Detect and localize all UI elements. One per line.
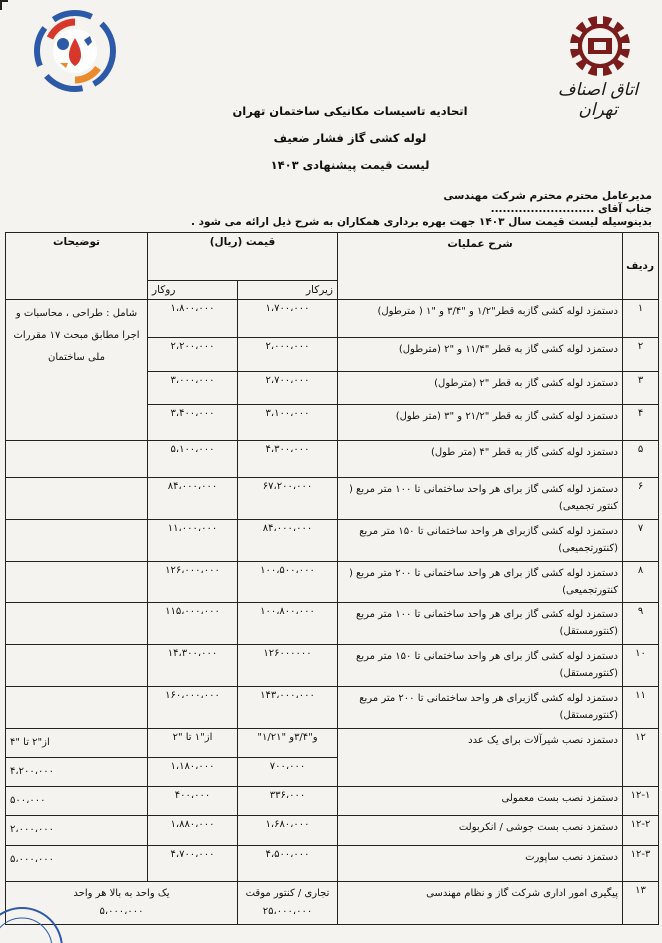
admin-per-unit-label: یک واحد به بالا هر واحد xyxy=(73,888,170,899)
row-index: ۹ xyxy=(623,603,659,645)
row-description: دستمزد لوله کشی گازبرای هر واحد ساختمانی تا ۲۰۰ متر مربع (کنتورمستقل) xyxy=(338,687,623,729)
union-emblem-logo xyxy=(30,8,120,94)
notes-empty-cell xyxy=(6,441,148,478)
row-index: ۱۲-۱ xyxy=(623,787,659,816)
row-surface-price: ۵،۱۰۰،۰۰۰ xyxy=(148,441,238,478)
row-index: ۱۱ xyxy=(623,687,659,729)
row-surface-price: ۸۴،۰۰۰،۰۰۰ xyxy=(148,478,238,520)
row-index: ۶ xyxy=(623,478,659,520)
page-corner-mark xyxy=(0,0,8,10)
header-surface: روکار xyxy=(148,281,238,300)
row-surface-price: ۴۰۰،۰۰۰ xyxy=(148,787,238,816)
header-description: شرح عملیات xyxy=(338,233,623,300)
row-surface-price: ۱،۸۰۰،۰۰۰ xyxy=(148,300,238,338)
admin-commercial-label: تجاری / کنتور موقت xyxy=(245,888,330,899)
row-description: پیگیری امور اداری شرکت گاز و نظام مهندسی xyxy=(338,882,623,925)
table-row xyxy=(6,562,659,603)
union-title: اتحادیه تاسیسات مکانیکی ساختمان تهران xyxy=(232,104,468,118)
notes-cell: شامل : طراحی ، محاسبات و اجرا مطابق مبحث ۱۷ مقررات ملی ساختمان xyxy=(6,300,148,441)
row-surface-price: ۴،۷۰۰،۰۰۰ xyxy=(148,846,238,882)
chamber-logo-caption: اتاق اصناف تهران xyxy=(557,80,639,120)
row-index: ۱۲-۳ xyxy=(623,846,659,882)
row-concealed-price: ۶۷،۲۰۰،۰۰۰ xyxy=(238,478,338,520)
row-index: ۱۲-۲ xyxy=(623,816,659,846)
row-extra-price: ۵۰۰،۰۰۰ xyxy=(6,787,148,816)
notes-empty-cell xyxy=(6,687,148,729)
header-concealed: زیرکار xyxy=(238,281,338,300)
row-concealed-price: ۳،۱۰۰،۰۰۰ xyxy=(238,405,338,441)
row-index: ۴ xyxy=(623,405,659,441)
row-description: دستمزد لوله کشی گاز برای هر واحد ساختمانی تا ۱۰۰ متر مربع (کنتورمستقل) xyxy=(338,603,623,645)
table-row xyxy=(6,816,659,846)
admin-per-unit-price: ۵،۰۰۰،۰۰۰ xyxy=(99,906,144,917)
row-concealed-price: ۱۴۳،۰۰۰،۰۰۰ xyxy=(238,687,338,729)
admin-commercial-price: ۲۵،۰۰۰،۰۰۰ xyxy=(262,906,313,917)
table-row xyxy=(6,520,659,562)
row-index: ۷ xyxy=(623,520,659,562)
row-surface-price: ۳،۴۰۰،۰۰۰ xyxy=(148,405,238,441)
notes-empty-cell xyxy=(6,562,148,603)
table-row xyxy=(6,687,659,729)
row-surface-price: ۲،۲۰۰،۰۰۰ xyxy=(148,338,238,372)
table-row xyxy=(6,729,659,758)
table-row xyxy=(6,645,659,687)
row-index: ۱ xyxy=(623,300,659,338)
row-surface-price: ۱۴،۳۰۰،۰۰۰ xyxy=(148,645,238,687)
row-surface-price: ۱۶۰،۰۰۰،۰۰۰ xyxy=(148,687,238,729)
row-description: دستمزد نصب ساپورت xyxy=(338,846,623,882)
admin-commercial-cell xyxy=(238,882,338,925)
row-description: دستمزد نصب بست جوشی / انکربولت xyxy=(338,816,623,846)
table-row xyxy=(6,882,659,925)
header-index: ردیف xyxy=(623,233,659,300)
row-concealed-price: ۲،۰۰۰،۰۰۰ xyxy=(238,338,338,372)
row-description: دستمزد لوله کشی گاز برای هر واحد ساختمانی تا ۱۵۰ متر مربع (کنتورمستقل) xyxy=(338,645,623,687)
official-stamp xyxy=(0,900,70,943)
notes-empty-cell xyxy=(6,478,148,520)
row-surface-price: ۱،۸۸۰،۰۰۰ xyxy=(148,816,238,846)
row-description: دستمزد لوله کشی گاز برای هر واحد ساختمانی تا ۱۰۰ متر مربع ( کنتور تجمیعی) xyxy=(338,478,623,520)
valve-size-surface: از"۱ تا "۲ xyxy=(148,729,238,758)
valve-price-large: ۴،۲۰۰،۰۰۰ xyxy=(6,758,148,787)
row-concealed-price: ۱۲۶۰۰۰۰۰۰ xyxy=(238,645,338,687)
notes-empty-cell xyxy=(6,645,148,687)
valve-price-surface: ۱،۱۸۰،۰۰۰ xyxy=(148,758,238,787)
row-index: ۸ xyxy=(623,562,659,603)
row-description: دستمزد لوله کشی گاز به قطر "۴ (متر طول) xyxy=(338,441,623,478)
table-row xyxy=(6,787,659,816)
row-concealed-price: ۱۰۰،۵۰۰،۰۰۰ xyxy=(238,562,338,603)
notes-empty-cell xyxy=(6,520,148,562)
row-concealed-price: ۲،۷۰۰،۰۰۰ xyxy=(238,372,338,405)
row-description: دستمزد لوله کشی گاز به قطر "۲ (مترطول) xyxy=(338,372,623,405)
header-price: قیمت (ریال) xyxy=(148,233,338,281)
row-surface-price: ۱۲۶،۰۰۰،۰۰۰ xyxy=(148,562,238,603)
table-header-row xyxy=(6,233,659,281)
table-row xyxy=(6,846,659,882)
row-concealed-price: ۱۰۰،۸۰۰،۰۰۰ xyxy=(238,603,338,645)
valve-size-large: از"۲ تا "۴ xyxy=(6,729,148,758)
row-surface-price: ۱۱۵،۰۰۰،۰۰۰ xyxy=(148,603,238,645)
row-description: دستمزد لوله کشی گازبه قطر"۱/۲ و "۳/۴ و "۱ ( مترطول) xyxy=(338,300,623,338)
subject-title: لوله کشی گاز فشار ضعیف xyxy=(273,131,427,145)
row-description: دستمزد لوله کشی گاز به قطر "۲۱/۲ و "۳ (متر طول) xyxy=(338,405,623,441)
row-index: ۱۳ xyxy=(623,882,659,925)
row-extra-price: ۵،۰۰۰،۰۰۰ xyxy=(6,846,148,882)
intro-salutation: جناب آقای .......................... xyxy=(490,203,652,215)
letter-intro xyxy=(52,190,652,229)
table-row xyxy=(6,300,659,338)
row-concealed-price: ۱،۷۰۰،۰۰۰ xyxy=(238,300,338,338)
row-description: دستمزد لوله کشی گاز برای هر واحد ساختمانی تا ۲۰۰ متر مربع ( کنتورتجمیعی) xyxy=(338,562,623,603)
intro-body: بدینوسیله لیست قیمت سال ۱۴۰۳ جهت بهره برداری همکاران به شرح ذیل ارائه می شود . xyxy=(190,216,652,228)
document-titles xyxy=(200,98,500,179)
row-index: ۲ xyxy=(623,338,659,372)
row-concealed-price: ۳۳۶،۰۰۰ xyxy=(238,787,338,816)
notes-empty-cell xyxy=(6,603,148,645)
row-index: ۵ xyxy=(623,441,659,478)
valve-price-concealed: ۷۰۰،۰۰۰ xyxy=(238,758,338,787)
row-description: دستمزد لوله کشی گازبرای هر واحد ساختمانی تا ۱۵۰ متر مربع (کنتورتجمیعی) xyxy=(338,520,623,562)
intro-addressee: مدیرعامل محترم محترم شرکت مهندسی xyxy=(443,190,652,202)
row-extra-price: ۲،۰۰۰،۰۰۰ xyxy=(6,816,148,846)
row-concealed-price: ۱،۶۸۰،۰۰۰ xyxy=(238,816,338,846)
valve-size-concealed: "۱/۲و"۳/۴و "۱ xyxy=(238,729,338,758)
row-index: ۱۰ xyxy=(623,645,659,687)
row-description: دستمزد لوله کشی گاز به قطر "۱۱/۴ و "۲ (مترطول) xyxy=(338,338,623,372)
row-surface-price: ۳،۰۰۰،۰۰۰ xyxy=(148,372,238,405)
row-description: دستمزد نصب بست معمولی xyxy=(338,787,623,816)
price-table xyxy=(5,232,659,925)
row-concealed-price: ۸۴،۰۰۰،۰۰۰ xyxy=(238,520,338,562)
list-title: لیست قیمت پیشنهادی ۱۴۰۳ xyxy=(270,158,430,172)
table-row xyxy=(6,603,659,645)
table-row xyxy=(6,478,659,520)
row-concealed-price: ۴،۳۰۰،۰۰۰ xyxy=(238,441,338,478)
row-index: ۳ xyxy=(623,372,659,405)
row-surface-price: ۱۱،۰۰۰،۰۰۰ xyxy=(148,520,238,562)
header-notes: توضیحات xyxy=(6,233,148,300)
table-row xyxy=(6,441,659,478)
row-concealed-price: ۴،۵۰۰،۰۰۰ xyxy=(238,846,338,882)
row-description: دستمزد نصب شیرآلات برای یک عدد xyxy=(338,729,623,787)
row-index: ۱۲ xyxy=(623,729,659,787)
